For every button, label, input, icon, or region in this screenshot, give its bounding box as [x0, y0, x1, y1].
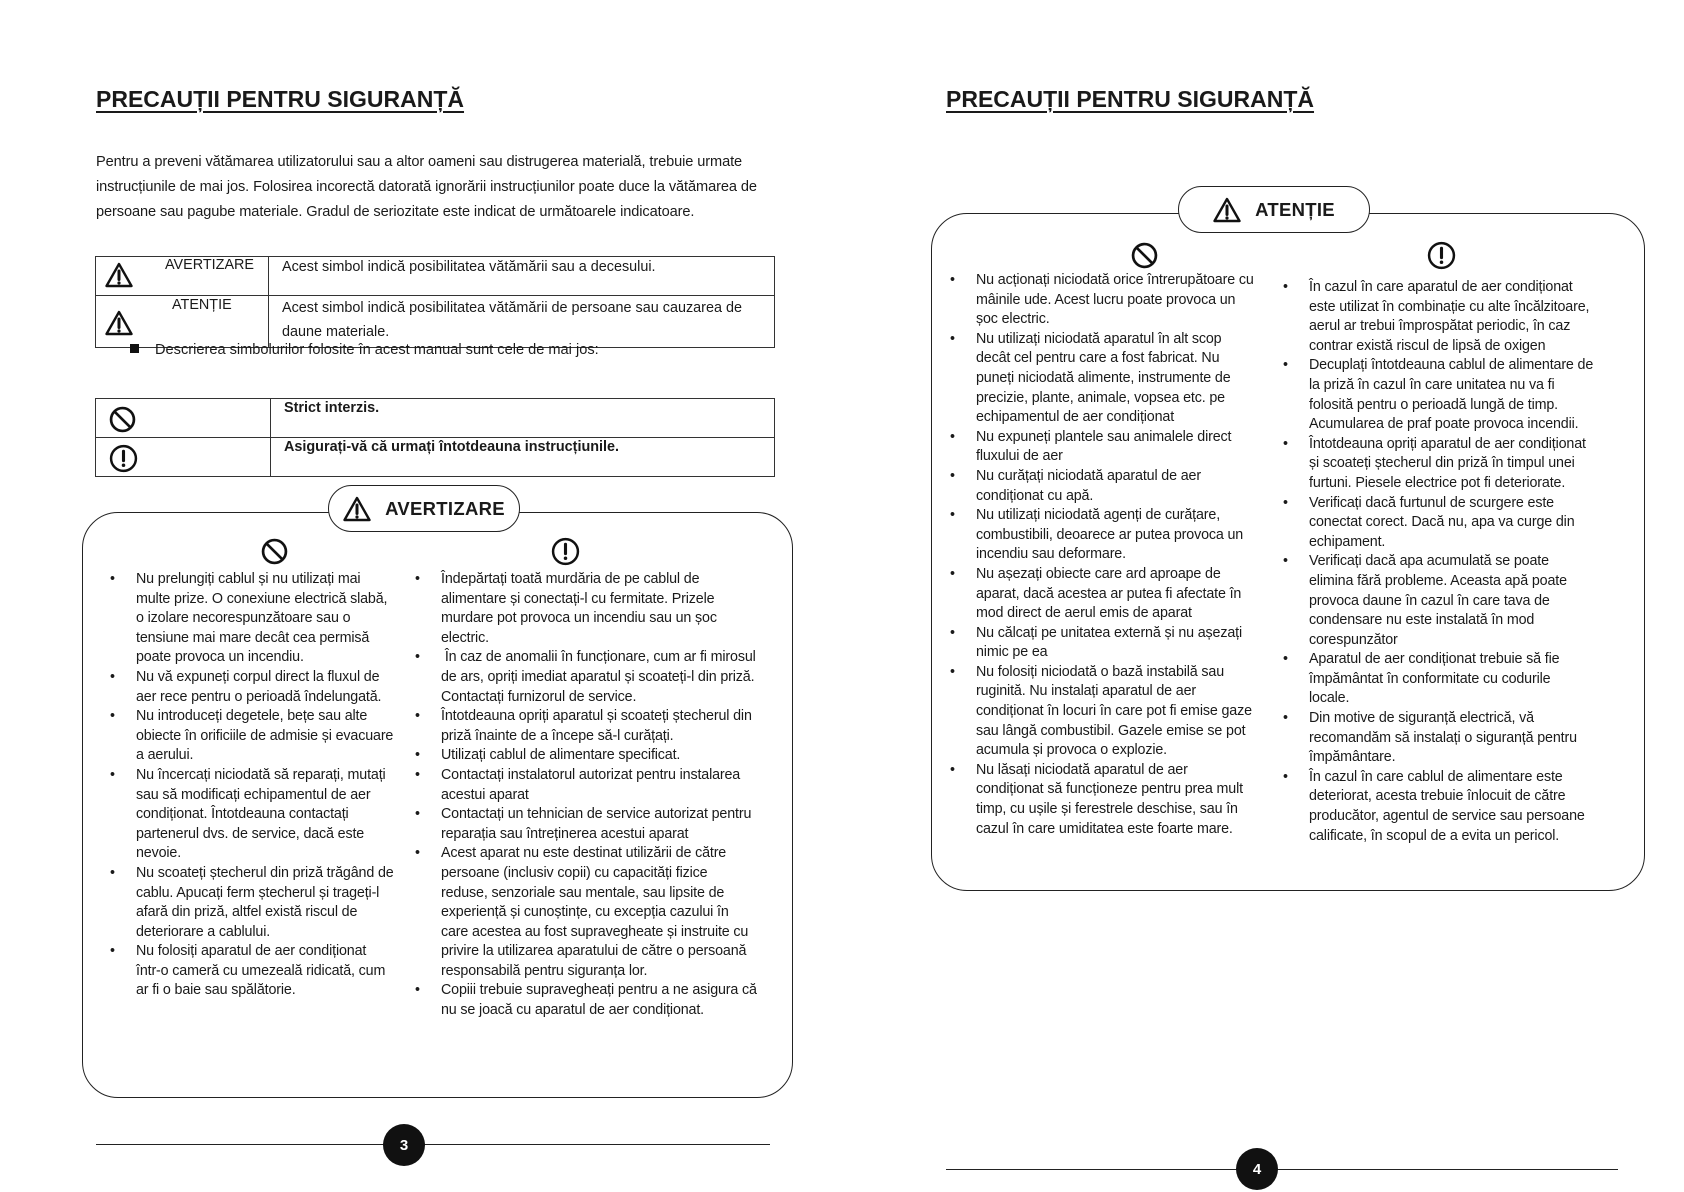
severity-name-cell — [96, 296, 269, 348]
symbol-description-text: Strict interzis. — [284, 400, 380, 416]
warning-triangle-icon — [1213, 197, 1241, 223]
list-item-line: recomandăm să instalați o siguranță pentru — [1309, 729, 1577, 746]
list-item-line: • Nu folosiți aparatul de aer condiționat — [136, 943, 367, 960]
intro-line: persoane sau pagube materiale. Gradul de seriozitate este indicat de următoarele indicatoare. — [96, 204, 695, 220]
list-item-line: deteriorat, acesta trebuie înlocuit de către — [1309, 788, 1566, 805]
caution-panel-label — [1178, 186, 1370, 233]
intro-line: instrucțiunile de mai jos. Folosirea incorectă datorată ignorării instrucțiunilor poate duce la vătămarea de — [96, 179, 757, 195]
list-item-line: timp, cu ușile și ferestrele deschise, sau în — [976, 801, 1238, 818]
list-item-line: împământat în conformitate cu codurile — [1309, 670, 1551, 687]
list-item-line: mâinile ude. Acest lucru poate provoca un — [976, 291, 1236, 308]
warning-prohibited-list — [110, 570, 410, 1001]
caution-mandatory-list — [1283, 278, 1623, 846]
list-item-line: • Întotdeauna opriți aparatul de aer condiționat — [1309, 435, 1586, 452]
list-item — [110, 668, 410, 707]
list-item-line: condiționat cu apă. — [976, 487, 1094, 504]
caution-prohibited-list — [950, 271, 1270, 839]
list-item-line: • În cazul în care aparatul de aer condiționat — [1309, 279, 1573, 295]
list-item-line: • Copiii trebuie supravegheați pentru a ne asigura că — [441, 982, 757, 999]
list-item-line: este utilizat în combinație cu alte încălzitoare, — [1309, 298, 1590, 315]
list-item-line: • Contactați un tehnician de service autorizat pentru — [441, 806, 752, 823]
severity-table — [95, 256, 775, 348]
footer-rule — [946, 1169, 1618, 1170]
list-item — [110, 766, 410, 864]
list-item-line: • Aparatul de aer condiționat trebuie să fie — [1309, 651, 1560, 668]
list-item-line: • Nu vă expuneți corpul direct la fluxul de — [136, 668, 380, 685]
list-item-line: poate provoca un incendiu. — [136, 649, 304, 666]
list-item — [415, 844, 790, 981]
list-item-line: • Contactați instalatorul autorizat pentru instalarea — [441, 766, 741, 783]
page-right — [842, 0, 1684, 1192]
bullet-list — [950, 271, 1270, 839]
list-item — [415, 648, 790, 707]
list-item — [1283, 356, 1623, 434]
prohibited-icon — [261, 538, 288, 565]
list-item-line: • Nu așezați obiecte care ard aproape de — [976, 565, 1221, 582]
list-item — [110, 707, 410, 766]
list-item — [1283, 435, 1623, 494]
bullet-list — [415, 570, 790, 1021]
list-item-line: • Nu folosiți niciodată o bază instabilă sau — [976, 663, 1225, 680]
list-item-line: la priză în cazul în care unitatea nu va fi — [1309, 376, 1555, 393]
severity-description-line: daune materiale. — [282, 324, 390, 340]
list-item — [1283, 278, 1623, 356]
symbol-table — [95, 398, 775, 477]
list-item-line: aerul ar trebui împrospătat periodic, în caz — [1309, 318, 1571, 335]
intro-line: Pentru a preveni vătămarea utilizatorului sau a altor oameni sau distrugerea materială, trebuie urmate — [96, 154, 743, 170]
symbols-intro — [130, 342, 599, 358]
list-item — [950, 761, 1270, 839]
list-item-line: reduse, senzoriale sau mentale, sau lipsite de — [441, 884, 725, 901]
list-item-line: nevoie. — [136, 845, 182, 862]
list-item-line: o izolare necorespunzătoare sau o — [136, 610, 351, 627]
page-number: 4 — [1236, 1148, 1278, 1190]
list-item — [1283, 768, 1623, 846]
list-item — [950, 565, 1270, 624]
list-item-line: corespunzător — [1309, 631, 1398, 648]
list-item-line: partenerul dvs. de service, dacă este — [136, 825, 365, 842]
list-item-line: puneți niciodată alimente, instrumente de — [976, 369, 1231, 386]
symbol-icon-cell — [96, 399, 271, 438]
list-item-line: calificate, în scopul de a evita un pericol. — [1309, 827, 1560, 844]
bullet-list — [110, 570, 410, 1001]
list-item — [1283, 650, 1623, 709]
list-item-line: combustibili, deoarece ar putea provoca un — [976, 526, 1244, 543]
list-item-line: folosită pentru o perioadă lungă de timp. — [1309, 396, 1558, 413]
list-item-line: sau să modificați echipamentul de aer — [136, 786, 371, 803]
severity-description-line: Acest simbol indică posibilitatea vătămării sau a decesului. — [282, 259, 656, 275]
list-item-line: acestui aparat — [441, 786, 529, 803]
list-item-line: deteriorare a cablului. — [136, 923, 271, 940]
list-item-line: • Din motive de siguranță electrică, vă — [1309, 710, 1534, 727]
list-item-line: • Nu prelungiți cablul și nu utilizați mai — [136, 571, 361, 587]
list-item-line: afară din priză, altfel există riscul de — [136, 904, 358, 921]
list-item — [415, 805, 790, 844]
list-item-line: cablu. Apucați ferm ștecherul și trageți-l — [136, 884, 380, 901]
severity-name-cell — [96, 257, 269, 296]
list-item — [415, 981, 790, 1020]
list-item-line: ar fi o baie sau spălătorie. — [136, 982, 296, 999]
footer-rule — [96, 1144, 770, 1145]
list-item-line: • În cazul în care cablul de alimentare este — [1309, 768, 1563, 785]
list-item-line: privire la utilizarea aparatului de către o persoană — [441, 943, 747, 960]
list-item-line: conectat corect. Dacă nu, apa va curge din — [1309, 514, 1575, 531]
list-item-line: aer rece pentru o perioadă îndelungată. — [136, 688, 382, 705]
list-item-line: fluxului de aer — [976, 448, 1063, 465]
list-item-line: echipamentul de aer condiționat — [976, 409, 1175, 426]
list-item-line: • Verificați dacă furtunul de scurgere este — [1309, 494, 1554, 511]
list-item — [110, 570, 410, 668]
list-item-line: ruginită. Nu instalați aparatul de aer — [976, 683, 1197, 700]
list-item-line: • Nu încercați niciodată să reparați, mutați — [136, 766, 386, 783]
list-item-line: într-o cameră cu umezeală ridicată, cum — [136, 962, 386, 979]
list-item-line: Acumularea de praf poate provoca incendii. — [1309, 416, 1579, 433]
list-item — [950, 271, 1270, 330]
symbols-intro-text: Descrierea simbolurilor folosite în acest manual sunt cele de mai jos: — [155, 342, 599, 358]
mandatory-exclamation-icon — [109, 444, 138, 473]
warning-triangle-icon — [343, 496, 371, 522]
caution-panel-label-text: ATENȚIE — [1255, 198, 1335, 220]
list-item-line: persoane (inclusiv copii) cu capacități fizice — [441, 864, 708, 881]
list-item-line: obiecte în orificiile de admisie și evacuare — [136, 727, 394, 744]
symbol-description-text: Asigurați-vă că urmați întotdeauna instrucțiunile. — [284, 439, 620, 455]
bullet-list — [1283, 278, 1623, 846]
list-item-line: • Utilizați cablul de alimentare specificat. — [441, 747, 681, 764]
list-item-line: • Nu curățați niciodată aparatul de aer — [976, 467, 1201, 484]
list-item — [950, 663, 1270, 761]
symbol-icon-cell — [96, 438, 271, 477]
severity-description — [269, 296, 775, 348]
list-item — [950, 467, 1270, 506]
list-item-line: furtuni. Piesele electrice pot fi deteriorate. — [1309, 474, 1566, 491]
warning-triangle-icon — [105, 262, 133, 288]
list-item-line: • În caz de anomalii în funcționare, cum ar fi mirosul — [441, 649, 756, 666]
severity-description — [269, 257, 775, 296]
warning-panel-label-text: AVERTIZARE — [385, 497, 505, 519]
list-item-line: reparația sau întreținerea acestui aparat — [441, 825, 689, 842]
list-item-line: electric. — [441, 629, 489, 646]
list-item-line: locale. — [1309, 690, 1350, 707]
list-item-line: împământare. — [1309, 749, 1396, 766]
list-item-line: sau lângă combustibil. Gazele emise se pot — [976, 722, 1246, 739]
list-item-line: decât cel pentru care a fost fabricat. Nu — [976, 350, 1220, 367]
symbol-description — [271, 438, 775, 477]
list-item-line: aparat, dacă acestea ar putea fi afectate în — [976, 585, 1242, 602]
list-item-line: precizie, plante, animale, vopsea etc. pe — [976, 389, 1225, 406]
list-item-line: • Nu lăsați niciodată aparatul de aer — [976, 761, 1188, 778]
list-item — [1283, 709, 1623, 768]
list-item — [110, 942, 410, 1001]
list-item-line: provoca daune în cazul în care tava de — [1309, 592, 1550, 609]
list-item-line: • Acest aparat nu este destinat utilizării de către — [441, 845, 727, 862]
intro-paragraph — [96, 150, 786, 225]
list-item-line: • Nu acționați niciodată orice întrerupătoare cu — [976, 272, 1254, 288]
list-item-line: • Îndepărtați toată murdăria de pe cablul de — [441, 571, 700, 587]
list-item — [415, 746, 790, 766]
list-item-line: • Verificați dacă apa acumulată se poate — [1309, 553, 1549, 570]
list-item-line: tensiune mai mare decât cea permisă — [136, 629, 370, 646]
list-item-line: echipament. — [1309, 533, 1386, 550]
mandatory-exclamation-icon — [1427, 241, 1456, 270]
list-item — [1283, 552, 1623, 650]
square-bullet-icon — [130, 344, 139, 353]
list-item — [950, 624, 1270, 663]
list-item-line: • Nu călcați pe unitatea externă și nu așezați — [976, 624, 1242, 641]
list-item — [110, 864, 410, 942]
severity-name: ATENȚIE — [172, 297, 232, 313]
severity-description-line: Acest simbol indică posibilitatea vătămării de persoane sau cauzarea de — [282, 300, 742, 316]
list-item — [415, 766, 790, 805]
list-item-line: care acestea au fost supravegheate și instruite cu — [441, 923, 749, 940]
page-number: 3 — [383, 1124, 425, 1166]
list-item-line: • Nu utilizați niciodată aparatul în alt scop — [976, 330, 1222, 347]
list-item-line: condiționat să funcționeze pentru prea mult — [976, 781, 1243, 798]
list-item-line: • Nu utilizați niciodată agenți de curățare, — [976, 507, 1221, 524]
mandatory-exclamation-icon — [551, 537, 580, 566]
warning-panel-label — [328, 485, 520, 532]
list-item-line: nimic pe ea — [976, 644, 1048, 661]
list-item-line: responsabilă pentru siguranța lor. — [441, 962, 648, 979]
list-item-line: experiență și cunoștințe, cu excepția cazului în — [441, 904, 729, 921]
page-title: PRECAUȚII PENTRU SIGURANȚĂ — [946, 86, 1315, 112]
list-item-line: incendiu sau deformare. — [976, 546, 1126, 563]
list-item-line: producător, agentul de service sau persoane — [1309, 808, 1585, 825]
list-item-line: multe prize. O conexiune electrică slabă, — [136, 590, 388, 607]
list-item — [950, 330, 1270, 428]
list-item-line: și scoateți ștecherul din priză în timpul unei — [1309, 455, 1575, 472]
list-item — [950, 506, 1270, 565]
severity-name: AVERTIZARE — [165, 257, 255, 273]
list-item — [950, 428, 1270, 467]
list-item-line: • Decuplați întotdeauna cablul de alimentare de — [1309, 357, 1594, 374]
list-item-line: a aerului. — [136, 747, 194, 764]
list-item — [1283, 494, 1623, 553]
warning-triangle-icon — [105, 310, 133, 336]
list-item-line: murdare pot provoca un incendiu sau un șoc — [441, 610, 717, 627]
warning-mandatory-list — [415, 570, 790, 1021]
list-item-line: priză înainte de a începe să-l curățați. — [441, 727, 674, 744]
list-item-line: condiționat în locuri în care pot fi emise gaze — [976, 703, 1252, 720]
list-item-line: de ars, opriți imediat aparatul și scoateți-l din priză. — [441, 668, 755, 685]
list-item-line: nu se joacă cu aparatul de aer condiționat. — [441, 1002, 704, 1019]
list-item — [415, 707, 790, 746]
list-item-line: acumula și provoca o explozie. — [976, 742, 1167, 759]
list-item-line: contrar există riscul de lipsă de oxigen — [1309, 337, 1546, 354]
list-item-line: • Nu introduceți degetele, bețe sau alte — [136, 708, 368, 725]
list-item-line: • Nu scoateți ștecherul din priză trăgând de — [136, 864, 394, 881]
list-item-line: condiționat. Întotdeauna contactați — [136, 806, 349, 823]
list-item-line: • Întotdeauna opriți aparatul și scoateți ștecherul din — [441, 708, 752, 725]
list-item-line: elimina fără probleme. Aceasta apă poate — [1309, 572, 1567, 589]
list-item-line: cazul în care umiditatea este foarte mare. — [976, 820, 1233, 837]
list-item-line: mod direct de aerul emis de aparat — [976, 605, 1192, 622]
list-item-line: șoc electric. — [976, 311, 1050, 328]
list-item-line: alimentare și conectați-l cu fermitate. Prizele — [441, 590, 715, 607]
list-item-line: condensare nu este instalată în mod — [1309, 612, 1535, 629]
prohibited-icon — [109, 406, 136, 433]
list-item-line: Contactați furnizorul de service. — [441, 688, 637, 705]
page-title: PRECAUȚII PENTRU SIGURANȚĂ — [96, 86, 465, 112]
list-item-line: • Nu expuneți plantele sau animalele direct — [976, 428, 1232, 445]
prohibited-icon — [1131, 242, 1158, 269]
list-item — [415, 570, 790, 648]
symbol-description — [271, 399, 775, 438]
